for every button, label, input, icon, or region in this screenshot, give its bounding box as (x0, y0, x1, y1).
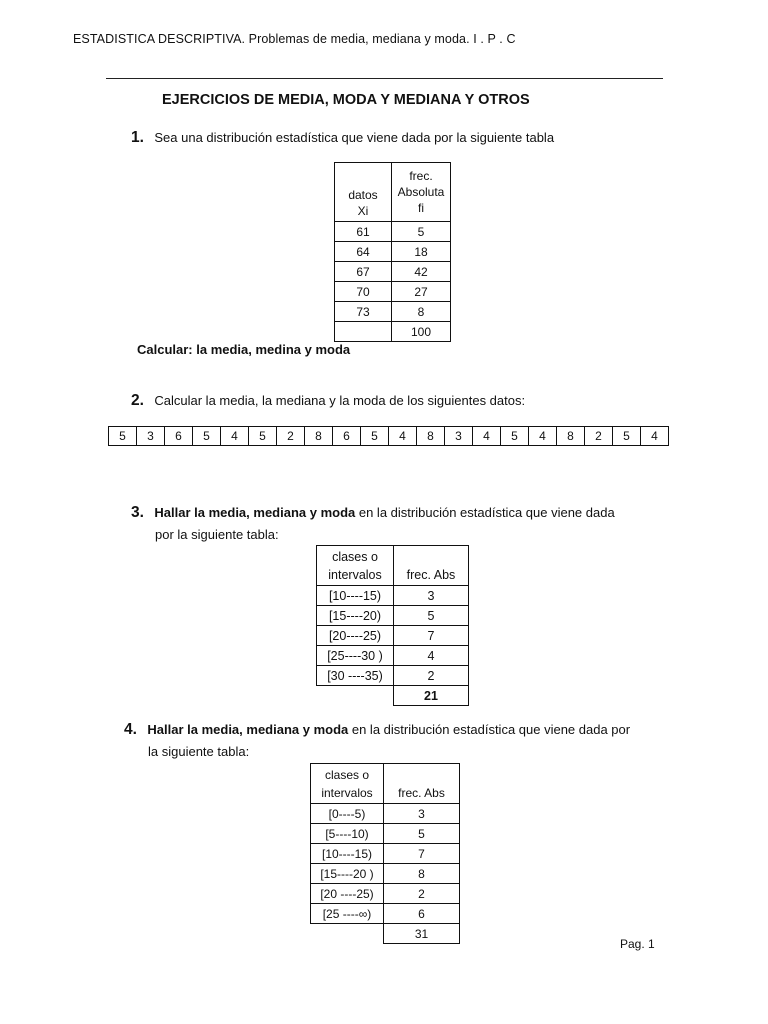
q3-text-line2: por la siguiente tabla: (155, 527, 279, 542)
page-header: ESTADISTICA DESCRIPTIVA. Problemas de media, mediana y moda. I . P . C (73, 32, 516, 46)
table-row (109, 427, 669, 446)
data-cell: 8 (557, 427, 585, 446)
data-cell: 5 (613, 427, 641, 446)
table-row: 61 5 (335, 222, 451, 242)
data-cell: 3 (137, 427, 165, 446)
table-row: [30 ----35) 2 (317, 666, 469, 686)
page-number: Pag. 1 (620, 937, 655, 951)
data-cell: 5 (109, 427, 137, 446)
table-total-row: 21 (317, 686, 469, 706)
q3-text: en la distribución estadística que viene dada (355, 505, 615, 520)
q4-head-frec: frec. Abs (384, 764, 460, 804)
q4-head-clases: clases o intervalos (311, 764, 384, 804)
data-cell: 4 (473, 427, 501, 446)
q3-block (131, 502, 615, 524)
data-cell: 4 (389, 427, 417, 446)
q2-number: 2. (131, 392, 144, 409)
data-cell: 2 (585, 427, 613, 446)
q3-head-clases: clases o intervalos (317, 546, 394, 586)
table-row: 67 42 (335, 262, 451, 282)
header-rule (106, 78, 663, 79)
q1-text: Sea una distribución estadística que viene dada por la siguiente tabla (154, 130, 555, 145)
q2-data-table (108, 426, 669, 446)
table-total-row: 100 (335, 322, 451, 342)
data-cell: 8 (417, 427, 445, 446)
data-cell: 5 (249, 427, 277, 446)
q1-head-datos: datos Xi (335, 163, 392, 222)
q1-table (334, 162, 451, 342)
q3-table (316, 545, 469, 706)
data-cell: 3 (445, 427, 473, 446)
q4-text: en la distribución estadística que viene dada por (348, 722, 631, 737)
data-cell: 5 (501, 427, 529, 446)
data-cell: 4 (529, 427, 557, 446)
table-row: [20----25) 7 (317, 626, 469, 646)
table-row: [10----15) 3 (317, 586, 469, 606)
table-row: [25 ----∞) 6 (311, 904, 460, 924)
data-cell: 4 (641, 427, 669, 446)
table-row: [5----10) 5 (311, 824, 460, 844)
table-row: 64 18 (335, 242, 451, 262)
data-cell: 6 (165, 427, 193, 446)
q1-instruction: Calcular: la media, medina y moda (137, 342, 351, 357)
data-cell: 5 (193, 427, 221, 446)
data-cell: 6 (333, 427, 361, 446)
q4-table (310, 763, 460, 944)
q4-text-line2: la siguiente tabla: (148, 744, 250, 759)
q3-head-frec: frec. Abs (394, 546, 469, 586)
q1-head-frec: frec. Absoluta fi (392, 163, 451, 222)
q2-block (131, 390, 525, 412)
table-row: [15----20 ) 8 (311, 864, 460, 884)
q4-block (124, 719, 630, 741)
table-row: [25----30 ) 4 (317, 646, 469, 666)
q4-number: 4. (124, 721, 137, 738)
table-row: [0----5) 3 (311, 804, 460, 824)
table-row: 70 27 (335, 282, 451, 302)
table-row: 73 8 (335, 302, 451, 322)
table-row: [20 ----25) 2 (311, 884, 460, 904)
q3-bold-text: Hallar la media, mediana y moda (154, 505, 356, 520)
data-cell: 5 (361, 427, 389, 446)
document-title: EJERCICIOS DE MEDIA, MODA Y MEDIANA Y OTROS (162, 92, 530, 108)
q1-number: 1. (131, 129, 144, 146)
table-row: [10----15) 7 (311, 844, 460, 864)
q1-block (131, 127, 554, 149)
data-cell: 4 (221, 427, 249, 446)
table-row: [15----20) 5 (317, 606, 469, 626)
q4-bold-text: Hallar la media, mediana y moda (147, 722, 349, 737)
q2-text: Calcular la media, la mediana y la moda de los siguientes datos: (154, 393, 526, 408)
table-total-row: 31 (311, 924, 460, 944)
data-cell: 2 (277, 427, 305, 446)
q3-number: 3. (131, 504, 144, 521)
data-cell: 8 (305, 427, 333, 446)
